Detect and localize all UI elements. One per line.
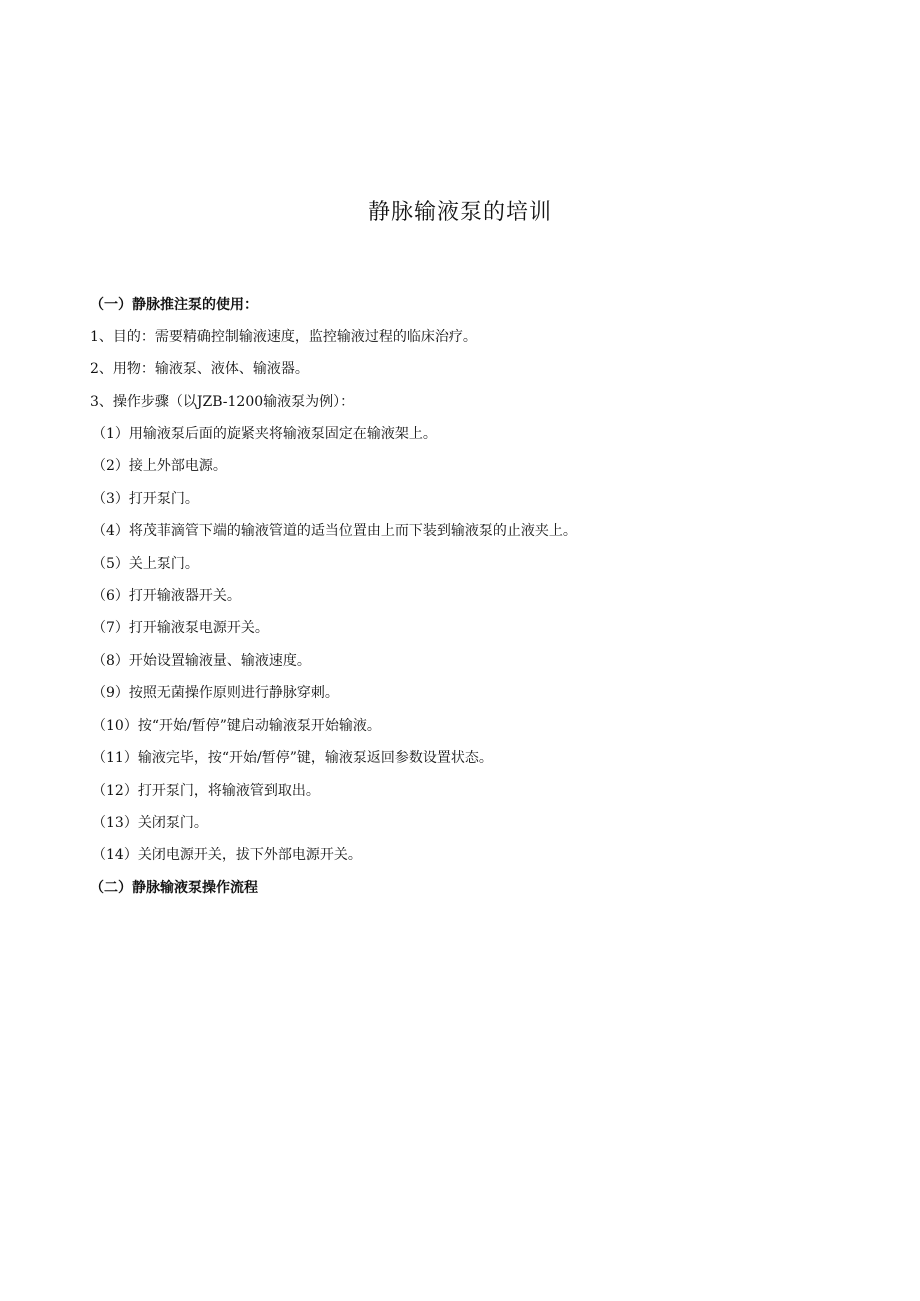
procedure-line: 3、操作步骤（以JZB-1200输液泵为例）： (90, 394, 355, 410)
page-title: 静脉输液泵的培训 (367, 200, 552, 225)
step-6: （6）打开输液器开关。 (92, 588, 241, 604)
step-7: （7）打开输液泵电源开关。 (92, 620, 269, 636)
step-13: （13）关闭泵门。 (92, 815, 208, 831)
step-14: （14）关闭电源开关，拔下外部电源开关。 (92, 847, 362, 863)
section-2-heading: （二）静脉输液泵操作流程 (90, 880, 258, 896)
step-11: （11）输液完毕，按“开始/暂停”键，输液泵返回参数设置状态。 (92, 750, 493, 766)
step-2: （2）接上外部电源。 (92, 458, 227, 474)
step-12: （12）打开泵门，将输液管到取出。 (92, 783, 320, 799)
step-10: （10）按“开始/暂停”键启动输液泵开始输液。 (92, 718, 381, 734)
purpose-line: 1、目的：需要精确控制输液速度，监控输液过程的临床治疗。 (90, 329, 477, 345)
step-3: （3）打开泵门。 (92, 491, 199, 507)
step-8: （8）开始设置输液量、输液速度。 (92, 653, 311, 669)
step-9: （9）按照无菌操作原则进行静脉穿刺。 (92, 685, 339, 701)
supplies-line: 2、用物：输液泵、液体、输液器。 (90, 361, 309, 377)
step-4: （4）将茂菲滴管下端的输液管道的适当位置由上而下装到输液泵的止液夹上。 (92, 523, 577, 539)
step-5: （5）关上泵门。 (92, 556, 199, 572)
step-1: （1）用输液泵后面的旋紧夹将输液泵固定在输液架上。 (92, 426, 437, 442)
section-1-heading: （一）静脉推注泵的使用： (90, 297, 258, 313)
